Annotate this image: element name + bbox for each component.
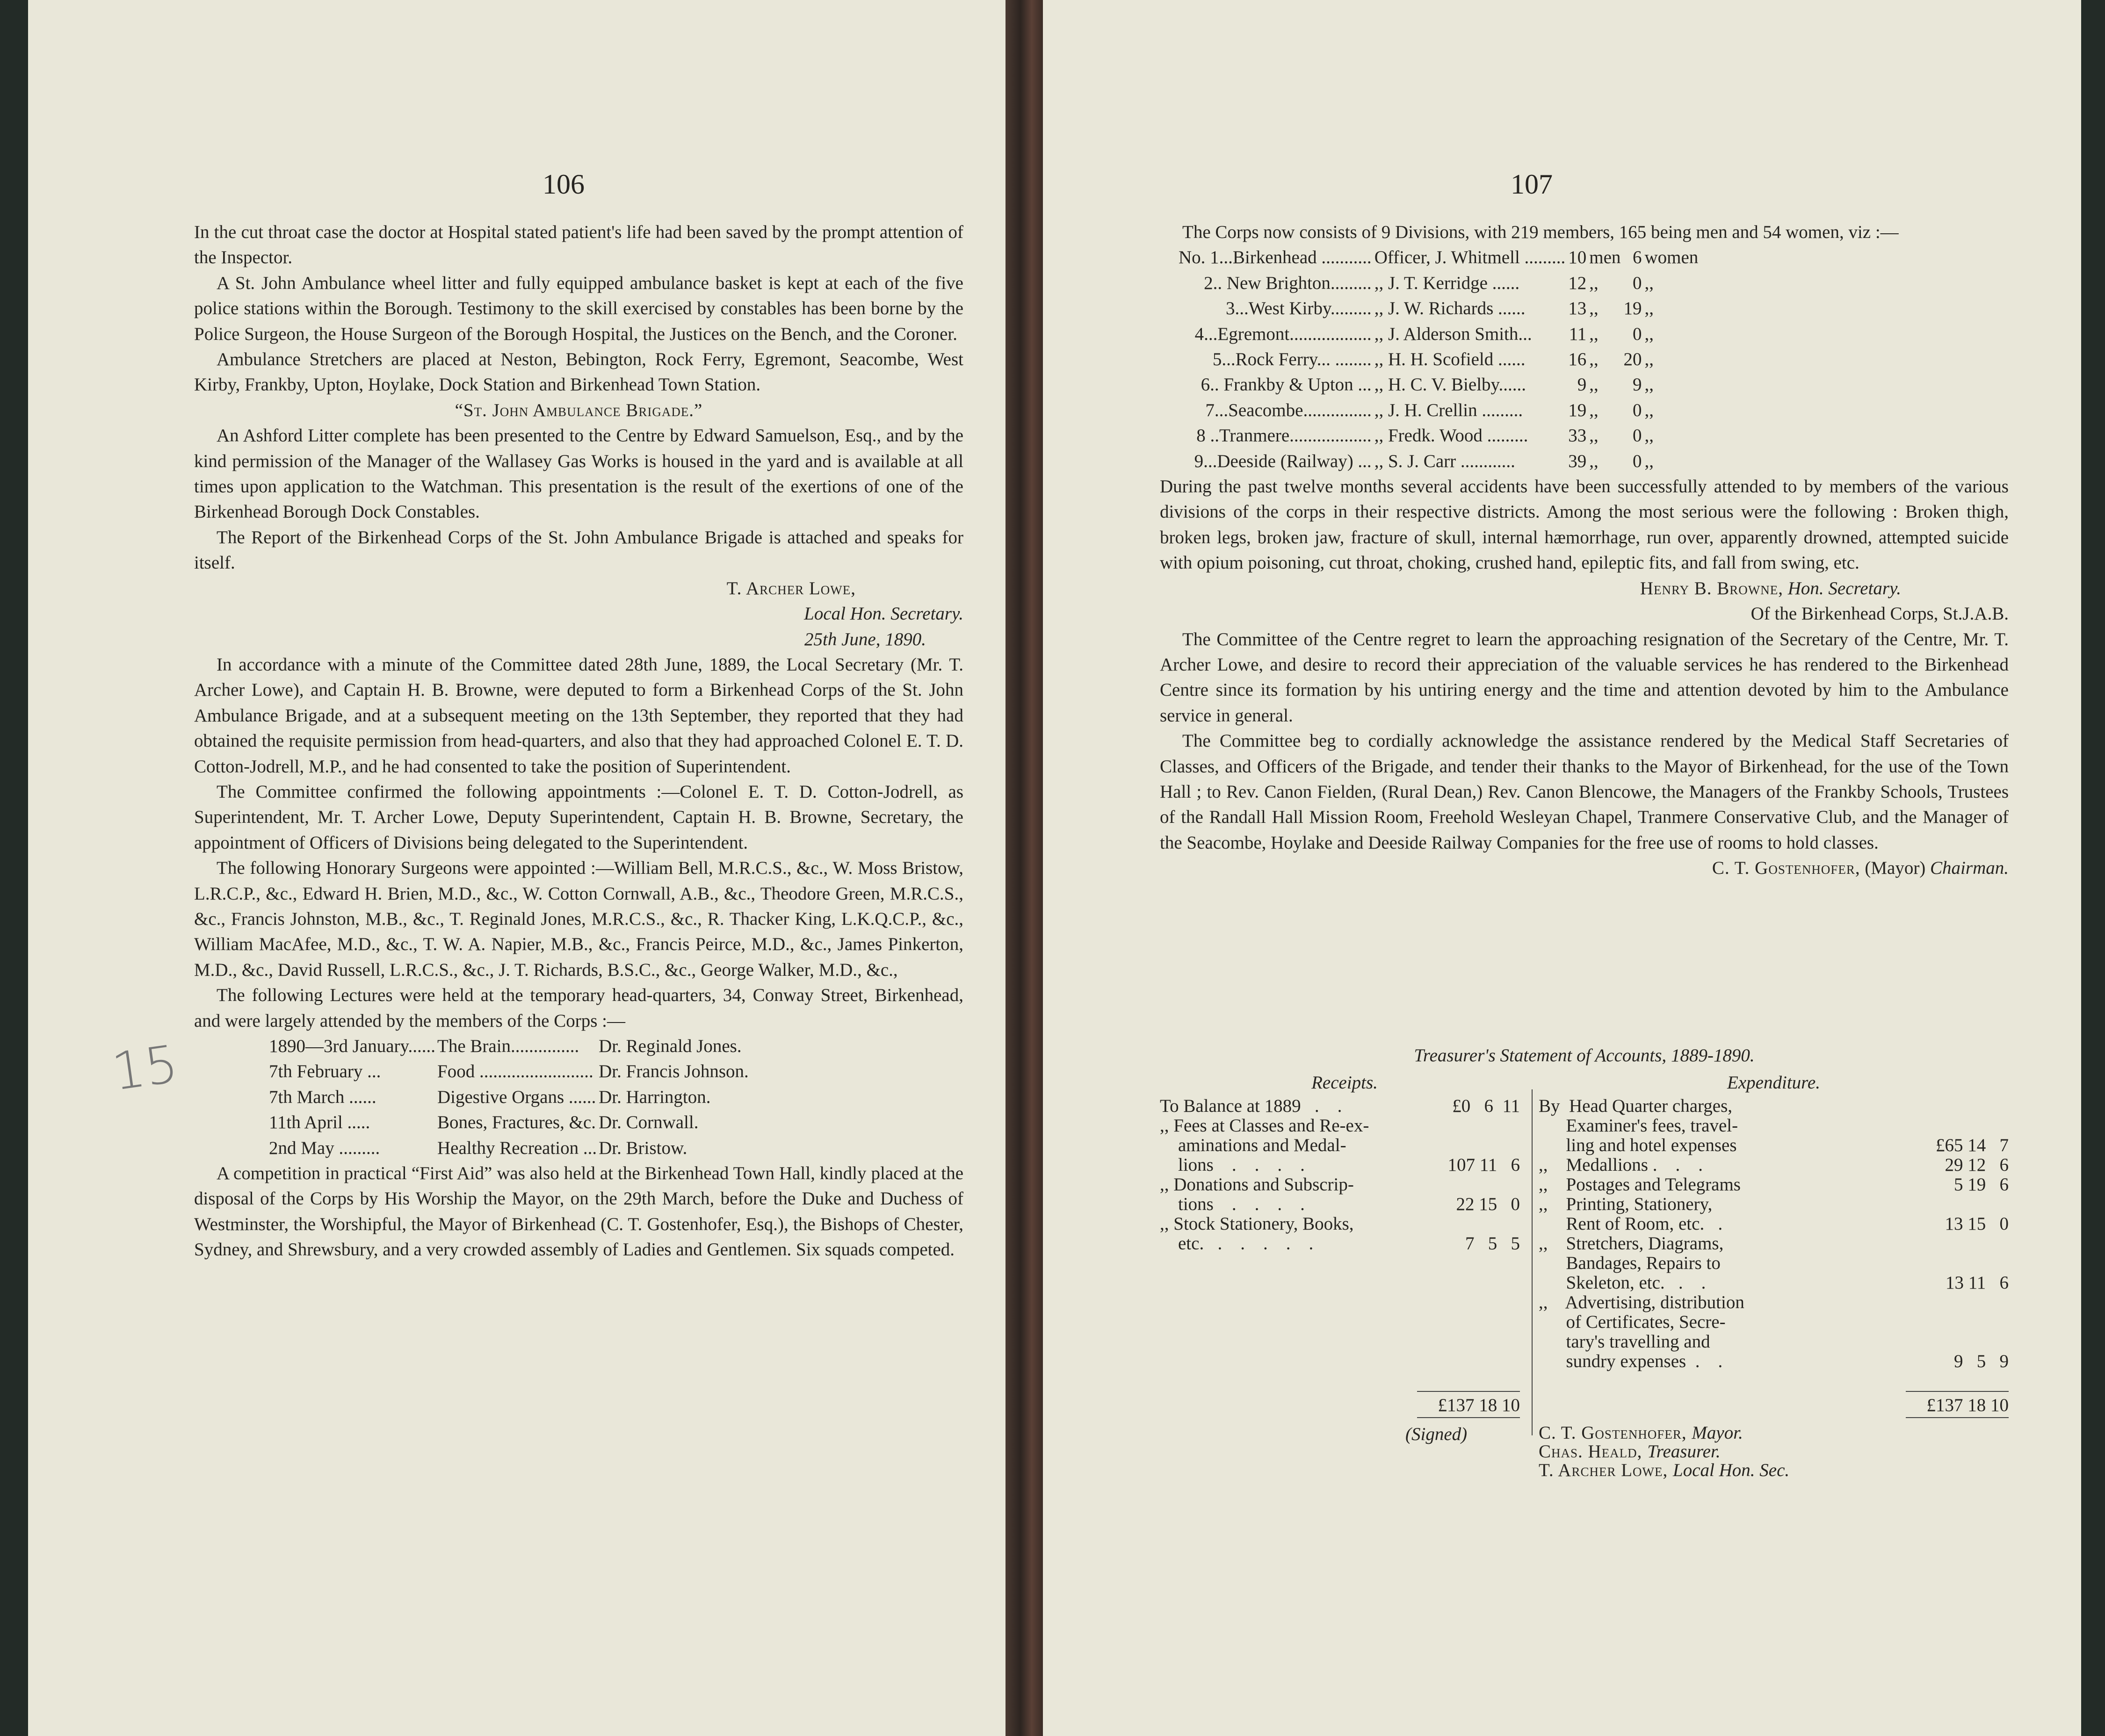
lecture-subject: Digestive Organs ...... [437, 1087, 596, 1107]
paragraph: A St. John Ambulance wheel litter and fully equipped ambulance basket is kept at each of the five police stations within the Borough. Testimony to the skill exercised by constables has been borne by the Police Surgeon, the House Surgeon of the Borough Hospital, the Justices on the Bench, and the Coroner. [194, 273, 963, 344]
division-row [1179, 296, 1701, 321]
division-men-count: 11 [1569, 324, 1587, 344]
page-number: 107 [1511, 169, 1553, 200]
receipt-entry [1160, 1096, 1529, 1116]
division-women-label: ,, [1644, 425, 1654, 446]
expenditure-amount: 5 19 6 [1954, 1174, 2009, 1195]
receipt-entry-text: To Balance at 1889 . . [1160, 1096, 1342, 1116]
signatory-name: C. T. Gostenhofer, [1539, 1423, 1692, 1443]
receipt-entry-text: ,, Stock Stationery, Books, [1160, 1214, 1354, 1234]
signatory [1539, 1461, 1789, 1480]
lecture-lecturer: Dr. Bristow. [599, 1138, 687, 1158]
division-men-count: 9 [1577, 375, 1587, 395]
division-officer: ,, Fredk. Wood ......... [1374, 425, 1528, 446]
division-men-label: ,, [1589, 375, 1599, 395]
receipt-total: £137 18 10 [1438, 1395, 1520, 1415]
paragraph: The Committee of the Centre regret to learn the approaching resignation of the Secretary of the Centre, Mr. T. Archer Lowe, and desire to record their appreciation of the valuable services he has rendered to the Birkenhead Centre since its formation by his untiring energy and the time and attention devoted by him to the Ambulance service in general. [1160, 629, 2009, 726]
signature: Henry B. Browne, Hon. Secretary. [1640, 578, 1901, 598]
division-officer: ,, J. T. Kerridge ...... [1374, 273, 1520, 293]
lectures-table [269, 1034, 751, 1161]
expenditure-entry [1539, 1195, 2009, 1234]
signatory [1539, 1442, 1789, 1461]
receipt-entry-text: ,, Donations and Subscrip- [1160, 1174, 1354, 1195]
division-officer: Officer, J. Whitmell ......... [1374, 247, 1566, 268]
signature: C. T. Gostenhofer, (Mayor) Chairman. [1712, 858, 2009, 879]
signatory-name: T. Archer Lowe, [1539, 1460, 1673, 1480]
column-divider [1532, 1089, 1533, 1435]
lecture-lecturer: Dr. Reginald Jones. [599, 1036, 742, 1056]
division-name: 2.. New Brighton......... [1204, 273, 1372, 293]
division-men-label: ,, [1589, 451, 1599, 471]
section-heading: “St. John Ambulance Brigade.” [455, 400, 703, 420]
expenditure-heading: Expenditure. [1727, 1073, 1820, 1093]
receipt-entry-text: lions . . . . [1160, 1155, 1305, 1175]
division-women-count: 0 [1632, 400, 1642, 420]
receipts-heading: Receipts. [1311, 1073, 1378, 1093]
expenditure-entry-text: Bandages, Repairs to [1539, 1253, 1721, 1273]
expenditure-amount: 13 11 6 [1945, 1273, 2009, 1293]
division-women-label: ,, [1644, 451, 1654, 471]
division-row [1179, 245, 1701, 270]
lecture-lecturer: Dr. Francis Johnson. [599, 1061, 749, 1082]
receipt-total-rule [1417, 1391, 1520, 1392]
expenditure-entry-text: By Head Quarter charges, [1539, 1096, 1733, 1116]
lecture-date: 1890—3rd January...... [269, 1036, 435, 1056]
signatories [1539, 1424, 1789, 1480]
division-women-count: 0 [1632, 451, 1642, 471]
book-spine [1005, 0, 1043, 1736]
receipt-total-rule [1417, 1417, 1520, 1418]
lecture-lecturer: Dr. Harrington. [599, 1087, 711, 1107]
division-row [1179, 271, 1701, 296]
division-women-count: 9 [1632, 375, 1642, 395]
division-name: 7...Seacombe............... [1205, 400, 1372, 420]
division-women-label: ,, [1644, 349, 1654, 370]
expenditure-entry-text: sundry expenses . . [1539, 1351, 1723, 1371]
expenditure-entry-text: Rent of Room, etc. . [1539, 1214, 1723, 1234]
paragraph: Ambulance Stretchers are placed at Neston, Bebington, Rock Ferry, Egremont, Seacombe, West Kirby, Frankby, Upton, Hoylake, Dock Station and Birkenhead Town Station. [194, 349, 963, 395]
division-officer: ,, J. W. Richards ...... [1374, 298, 1526, 319]
division-row [1179, 449, 1701, 474]
expenditure-entry-text: of Certificates, Secre- [1539, 1312, 1726, 1332]
lecture-date: 7th March ...... [269, 1087, 376, 1107]
division-men-label: men [1589, 247, 1621, 268]
division-men-count: 39 [1568, 451, 1587, 471]
paragraph: In accordance with a minute of the Committee dated 28th June, 1889, the Local Secretary (Mr. T. Archer Lowe), and Captain H. B. Browne, were deputed to form a Birkenhead Corps of the St. John Ambulance Brigade, and at a subsequent meeting on the 13th September, they reported that they had obtained the requisite permission from head-quarters, and also that they had approached Colonel E. T. D. Cotton-Jodrell, M.P., and he had consented to take the position of Superintendent. [194, 654, 963, 777]
report-date: 25th June, 1890. [804, 629, 926, 649]
division-officer: ,, S. J. Carr ............ [1374, 451, 1515, 471]
division-women-count: 0 [1632, 425, 1642, 446]
receipt-entry [1160, 1116, 1529, 1175]
receipt-entry-text: etc. . . . . . [1160, 1233, 1314, 1253]
receipt-amount: 7 5 5 [1465, 1233, 1520, 1253]
receipt-amount: 107 11 6 [1447, 1155, 1520, 1175]
expenditure-entry [1539, 1096, 2009, 1155]
division-men-label: ,, [1589, 324, 1599, 344]
division-men-count: 16 [1568, 349, 1587, 370]
lecture-date: 11th April ..... [269, 1112, 370, 1133]
expenditure-entry-text: Skeleton, etc. . . [1539, 1273, 1706, 1293]
division-men-count: 33 [1568, 425, 1587, 446]
paragraph: During the past twelve months several accidents have been successfully attended to by members of the various divisions of the corps in their respective districts. Among the most serious were the following : Broken thigh, broken legs, broken jaw, fracture of skull, internal hæmorrhage, run over, apparently drowned, attempted suicide with opium poisoning, cut throat, choking, crushed hand, epileptic fits, and fall from swing, etc. [1160, 476, 2009, 573]
division-men-count: 13 [1568, 298, 1587, 319]
expenditure-total: £137 18 10 [1926, 1395, 2009, 1415]
division-officer: ,, J. H. Crellin ......... [1374, 400, 1523, 420]
divisions-table [1179, 245, 1701, 474]
lecture-row [269, 1085, 751, 1110]
receipt-entry-text: ,, Fees at Classes and Re-ex- [1160, 1116, 1369, 1136]
expenditure-entry-text: ,, Advertising, distribution [1539, 1292, 1744, 1312]
expenditure-entry [1539, 1293, 2009, 1371]
lecture-date: 7th February ... [269, 1061, 381, 1082]
division-men-count: 12 [1568, 273, 1587, 293]
division-row [1179, 423, 1701, 448]
paragraph: The Committee beg to cordially acknowledge the assistance rendered by the Medical Staff Secretaries of Classes, and Officers of the Brigade, and tender their thanks to the Mayor of Birkenhead, for the use of the Town Hall ; to Rev. Canon Fielden, (Rural Dean,) Rev. Canon Blencowe, the Managers of the Frankby Schools, Trustees of the Randall Hall Mission Room, Freehold Wesleyan Chapel, Tranmere Conservative Club, and the Manager of the Seacombe, Hoylake and Deeside Railway Companies for the free use of rooms to hold classes. [1160, 731, 2009, 853]
pencil-margin-mark: 15 [108, 1033, 182, 1102]
lecture-row [269, 1034, 751, 1059]
division-name: 4...Egremont.................. [1194, 324, 1372, 344]
division-officer: ,, H. C. V. Bielby...... [1374, 375, 1526, 395]
division-men-label: ,, [1589, 349, 1599, 370]
signature-title: Local Hon. Secretary. [804, 604, 963, 624]
left-page [28, 0, 1034, 1736]
division-name: 9...Deeside (Railway) ... [1194, 451, 1372, 471]
paragraph: The following Lectures were held at the temporary head-quarters, 34, Conway Street, Birkenhead, and were largely attended by the members of the Corps :— [194, 985, 963, 1031]
signature-affiliation: Of the Birkenhead Corps, St.J.A.B. [1751, 604, 2009, 624]
lecture-row [269, 1110, 751, 1135]
page-number: 106 [543, 169, 585, 200]
division-women-count: 0 [1632, 273, 1642, 293]
lecture-lecturer: Dr. Cornwall. [599, 1112, 699, 1133]
paragraph: The Committee confirmed the following appointments :—Colonel E. T. D. Cotton-Jodrell, as Superintendent, Mr. T. Archer Lowe, Deputy Superintendent, Captain H. B. Browne, Secretary, the appointment of Officers of Divisions being delegated to the Superintendent. [194, 781, 963, 853]
expenditure-amount: 9 5 9 [1954, 1351, 2009, 1371]
expenditure-entry [1539, 1155, 2009, 1175]
division-women-count: 19 [1623, 298, 1642, 319]
expenditure-entry-text: ,, Stretchers, Diagrams, [1539, 1233, 1724, 1253]
division-women-label: women [1644, 247, 1699, 268]
division-name: No. 1...Birkenhead ........... [1179, 247, 1372, 268]
expenditure-entry-text: ,, Medallions . . . [1539, 1155, 1703, 1175]
receipt-entry-text: aminations and Medal- [1160, 1135, 1346, 1155]
expenditure-entry-text: ,, Printing, Stationery, [1539, 1194, 1713, 1214]
division-officer: ,, H. H. Scofield ...... [1374, 349, 1526, 370]
division-row [1179, 347, 1701, 372]
paragraph: The Corps now consists of 9 Divisions, with 219 members, 165 being men and 54 women, viz :— [1182, 222, 1899, 242]
expenditure-total-rule [1906, 1391, 2009, 1392]
expenditure-entry-text: ,, Postages and Telegrams [1539, 1174, 1741, 1195]
division-women-label: ,, [1644, 298, 1654, 319]
signatory [1539, 1424, 1789, 1442]
paragraph: A competition in practical “First Aid” was also held at the Birkenhead Town Hall, kindly placed at the disposal of the Corps by His Worship the Mayor, on the 29th March, before the Duke and Duchess of Westminster, the Worshipful, the Mayor of Birkenhead (C. T. Gostenhofer, Esq.), the Bishops of Chester, Sydney, and Shrewsbury, and a very crowded assembly of Ladies and Gentlemen. Six squads competed. [194, 1163, 963, 1260]
lecture-subject: The Brain............... [437, 1036, 579, 1056]
division-men-label: ,, [1589, 400, 1599, 420]
paragraph: The following Honorary Surgeons were appointed :—William Bell, M.R.C.S., &c., W. Moss Bristow, L.R.C.P., &c., Edward H. Brien, M.D., &c., W. Cotton Cornwall, A.B., &c., Theodore Green, M.R.C.S., &c., Francis Johnston, M.B., &c., T. Reginald Jones, M.R.C.S., &c., R. Thacker King, L.K.Q.C.P., &c., William MacAfee, M.D., &c., T. W. A. Napier, M.B., &c., Francis Peirce, M.D., &c., James Pinkerton, M.D., &c., David Russell, L.R.C.S., &c., J. T. Richards, B.S.C., &c., George Walker, M.D., &c., [194, 858, 963, 980]
expenditure-amount: 29 12 6 [1945, 1155, 2009, 1175]
division-name: 5...Rock Ferry... ........ [1212, 349, 1372, 370]
lecture-subject: Food ......................... [437, 1061, 593, 1082]
division-women-count: 6 [1632, 247, 1642, 268]
division-women-count: 20 [1623, 349, 1642, 370]
expenditure-entry-text: Examiner's fees, travel- [1539, 1116, 1738, 1136]
receipt-amount: £0 6 11 [1452, 1096, 1520, 1116]
expenditure-entry [1539, 1234, 2009, 1293]
lecture-subject: Healthy Recreation ... [437, 1138, 597, 1158]
division-name: 6.. Frankby & Upton ... [1201, 375, 1372, 395]
expenditure-entry-text: tary's travelling and [1539, 1332, 1710, 1352]
division-women-label: ,, [1644, 324, 1654, 344]
signatory-name: Chas. Heald, [1539, 1441, 1648, 1462]
division-women-label: ,, [1644, 400, 1654, 420]
division-women-label: ,, [1644, 273, 1654, 293]
receipt-entry [1160, 1175, 1529, 1214]
division-men-count: 10 [1568, 247, 1587, 268]
division-women-label: ,, [1644, 375, 1654, 395]
lecture-date: 2nd May ......... [269, 1138, 380, 1158]
division-name: 3...West Kirby......... [1225, 298, 1372, 319]
right-text-column [1160, 220, 2009, 881]
division-men-label: ,, [1589, 273, 1599, 293]
expenditure-entry [1539, 1175, 2009, 1195]
division-men-label: ,, [1589, 425, 1599, 446]
expenditure-column [1539, 1073, 2009, 1415]
receipt-entry-text: tions . . . . [1160, 1194, 1305, 1214]
signatory-title: Treasurer. [1647, 1441, 1721, 1462]
left-text-column [194, 220, 963, 1263]
expenditure-amount: £65 14 7 [1936, 1135, 2009, 1155]
signed-label: (Signed) [1405, 1424, 1468, 1444]
receipt-entry [1160, 1214, 1529, 1253]
lecture-subject: Bones, Fractures, &c. [437, 1112, 596, 1133]
paragraph: The Report of the Birkenhead Corps of the St. John Ambulance Brigade is attached and speaks for itself. [194, 527, 963, 573]
signature-name: T. Archer Lowe, [726, 578, 856, 598]
signatory-title: Local Hon. Sec. [1673, 1460, 1790, 1480]
division-women-count: 0 [1632, 324, 1642, 344]
accounts-title: Treasurer's Statement of Accounts, 1889-1890. [1414, 1045, 1755, 1066]
paragraph: In the cut throat case the doctor at Hospital stated patient's life had been saved by the prompt attention of the Inspector. [194, 222, 963, 268]
division-row [1179, 322, 1701, 347]
lecture-row [269, 1136, 751, 1161]
signatory-title: Mayor. [1692, 1423, 1743, 1443]
division-name: 8 ..Tranmere.................. [1196, 425, 1372, 446]
division-men-label: ,, [1589, 298, 1599, 319]
expenditure-entry-text: ling and hotel expenses [1539, 1135, 1737, 1155]
receipts-column [1160, 1073, 1529, 1415]
paragraph: An Ashford Litter complete has been presented to the Centre by Edward Samuelson, Esq., and by the kind permission of the Manager of the Wallasey Gas Works is housed in the yard and is available at all times upon application to the Watchman. This presentation is the result of the exertions of one of the Birkenhead Borough Dock Constables. [194, 425, 963, 522]
division-men-count: 19 [1568, 400, 1587, 420]
receipt-amount: 22 15 0 [1456, 1194, 1520, 1214]
right-page [1043, 0, 2081, 1736]
expenditure-total-rule [1906, 1417, 2009, 1418]
expenditure-amount: 13 15 0 [1945, 1214, 2009, 1234]
division-officer: ,, J. Alderson Smith... [1374, 324, 1532, 344]
lecture-row [269, 1059, 751, 1084]
division-row [1179, 372, 1701, 397]
division-row [1179, 398, 1701, 423]
